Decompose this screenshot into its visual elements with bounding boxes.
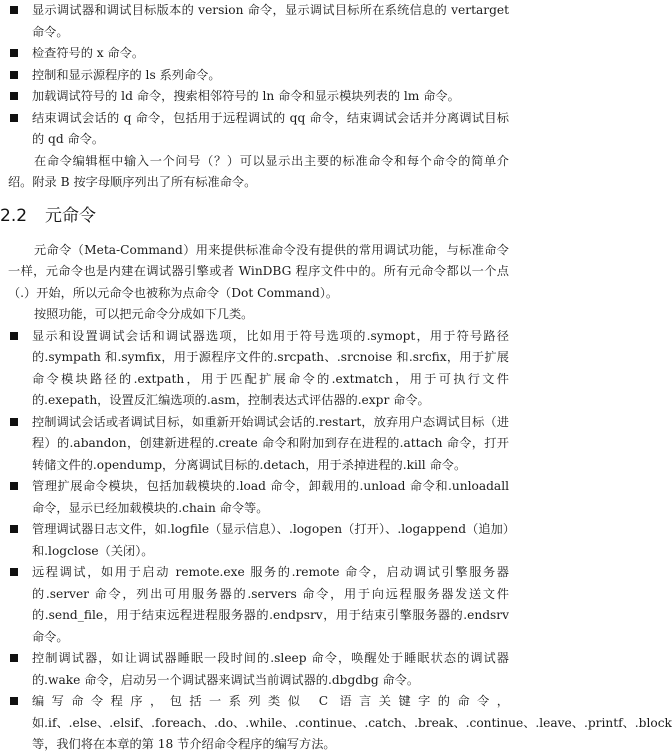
list-item: 显示和设置调试会话和调试器选项，比如用于符号选项的.symopt，用于符号路径的.sympath 和.symfix，用于源程序文件的.srcpath、.srcnoise 和.srcfix，用于扩展命令模块路径的.extpath，用于匹配扩展命令的.extmatch，用于可执行文件的.exepath，设置反汇编选项的.asm，控制表达式评估器的.expr 命令。 (0, 326, 519, 412)
list-item: 管理扩展命令模块，包括加载模块的.load 命令，卸载用的.unload 命令和.unloadall 命令，显示已经加载模块的.chain 命令等。 (0, 476, 519, 519)
bullet-icon (10, 568, 18, 576)
help-paragraph: 在命令编辑框中输入一个问号（？）可以显示出主要的标准命令和每个命令的简单介绍。附录 B 按字母顺序列出了所有标准命令。 (8, 153, 509, 189)
bullet-icon (10, 92, 18, 100)
section-number: 2.2 (0, 205, 28, 226)
list-item: 编写命令程序，包括一系列类似 C 语言关键字的命令，如.if、.else、.elsif、.foreach、.do、.while、.continue、.catch、.break、.continue、.leave、.printf、.block 等，我们将在本章的第 18 节介绍命令程序的编写方法。 (0, 691, 519, 756)
bullet-icon (10, 71, 18, 79)
section-heading (0, 204, 519, 228)
bullet-icon (10, 49, 18, 57)
list-item: 管理调试器日志文件，如.logfile（显示信息）、.logopen（打开）、.logappend（追加）和.logclose（关闭）。 (0, 519, 519, 562)
bullet-icon (10, 332, 18, 340)
list-item: 控制调试器，如让调试器睡眠一段时间的.sleep 命令，唤醒处于睡眠状态的调试器的.wake 命令，启动另一个调试器来调试当前调试器的.dbgdbg 命令。 (0, 648, 519, 691)
bullet-icon (10, 697, 18, 705)
list-item: 加载调试符号的 ld 命令，搜索相邻符号的 ln 命令和显示模块列表的 lm 命令。 (0, 86, 519, 108)
list-item: 检查符号的 x 命令。 (0, 43, 519, 65)
list-item: 控制和显示源程序的 ls 系列命令。 (0, 65, 519, 87)
bullet-icon (10, 654, 18, 662)
meta-command-paragraph: 元命令（Meta-Command）用来提供标准命令没有提供的常用调试功能，与标准命令一样，元命令也是内建在调试器引擎或者 WinDBG 程序文件中的。所有元命令都以一个点（.）开始，所以元命令也被称为点命令（Dot Command）。 (8, 242, 509, 300)
list-item: 远程调试，如用于启动 remote.exe 服务的.remote 命令，启动调试引擎服务器的.server 命令，列出可用服务器的.servers 命令，用于向远程服务器发送文件的.send_file，用于结束远程进程服务器的.endpsrv，用于结束引擎服务器的.endsrv 命令。 (0, 562, 519, 648)
classify-paragraph: 按照功能，可以把元命令分成如下几类。 (34, 307, 254, 321)
list-item: 结束调试会话的 q 命令，包括用于远程调试的 qq 命令，结束调试会话并分离调试目标的 qd 命令。 (0, 108, 519, 151)
bullet-icon (10, 525, 18, 533)
bullet-icon (10, 114, 18, 122)
section-title: 元命令 (45, 205, 97, 226)
list-item: 控制调试会话或者调试目标，如重新开始调试会话的.restart，放弃用户态调试目标（进程）的.abandon，创建新进程的.create 命令和附加到存在进程的.attach 命令，打开转储文件的.opendump，分离调试目标的.detach，用于杀掉进程的.kill 命令。 (0, 412, 519, 477)
bullet-icon (10, 418, 18, 426)
bullet-icon (10, 6, 18, 14)
bullet-icon (10, 482, 18, 490)
list-item: 显示调试器和调试目标版本的 version 命令，显示调试目标所在系统信息的 vertarget 命令。 (0, 0, 519, 43)
